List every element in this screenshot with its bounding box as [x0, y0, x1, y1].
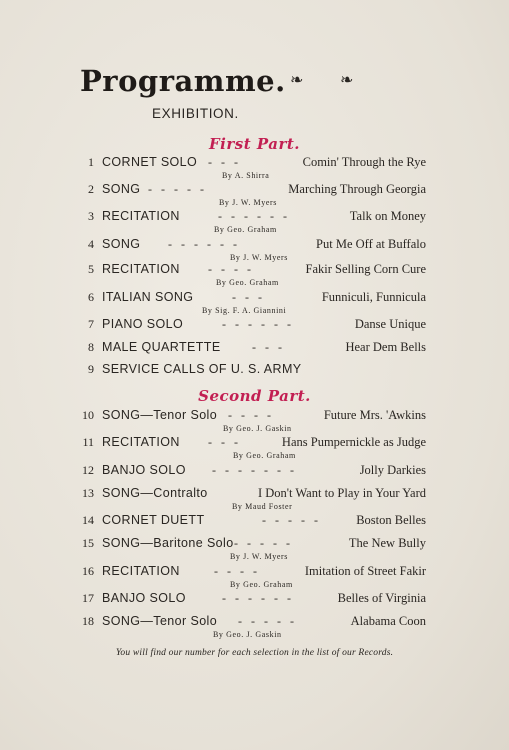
item-number: 13 [82, 486, 94, 500]
item-name: SONG—Tenor Solo [102, 614, 218, 628]
item-title: Marching Through Georgia [288, 182, 426, 196]
item-number: 2 [88, 182, 94, 196]
item-number: 18 [82, 614, 94, 628]
item-title: Imitation of Street Fakir [304, 564, 426, 578]
item-number: 7 [88, 317, 94, 331]
item-number: 17 [82, 591, 94, 605]
item-title: Belles of Virginia [337, 591, 426, 605]
item-number: 1 [88, 155, 94, 169]
leaf-ornament-icon: ❧ [290, 72, 304, 89]
item-title: Boston Belles [356, 513, 426, 527]
item-title: Hans Pumpernickle as Judge [281, 435, 426, 449]
leader-dashes: - - - - - [234, 536, 290, 550]
item-title: I Don't Want to Play in Your Yard [257, 486, 426, 500]
programme-item [0, 155, 509, 185]
leader-dashes: - - - [232, 290, 262, 304]
programme-item [0, 290, 509, 320]
item-number: 4 [88, 237, 94, 251]
leader-dashes: - - - [208, 155, 238, 169]
item-number: 10 [82, 408, 94, 422]
item-performer: By Geo. Graham [233, 451, 296, 460]
item-name: ITALIAN SONG [102, 290, 194, 304]
item-number: 6 [88, 290, 94, 304]
leaf-ornament-icon: ❧ [340, 72, 354, 89]
leader-dashes: - - - [208, 435, 238, 449]
leader-dashes: - - - - - - [222, 317, 291, 331]
item-name: BANJO SOLO [102, 463, 186, 477]
leader-dashes: - - - - - [148, 182, 204, 196]
item-title: Jolly Darkies [359, 463, 426, 477]
item-name: CORNET SOLO [102, 155, 198, 169]
item-title: Put Me Off at Buffalo [316, 237, 426, 251]
item-performer: By Geo. Graham [216, 278, 279, 287]
item-name: CORNET DUETT [102, 513, 205, 527]
item-title: Danse Unique [354, 317, 426, 331]
item-title: Comin' Through the Rye [302, 155, 426, 169]
item-name: SONG—Tenor Solo [102, 408, 218, 422]
leader-dashes: - - - - - - - [212, 463, 294, 477]
item-name: RECITATION [102, 262, 180, 276]
item-number: 3 [88, 209, 94, 223]
item-name: SONG [102, 182, 141, 196]
programme-item [0, 362, 509, 392]
programme-item [0, 262, 509, 292]
item-performer: By Maud Foster [232, 502, 293, 511]
programme-item [0, 614, 509, 644]
item-title: Fakir Selling Corn Cure [305, 262, 426, 276]
item-number: 5 [88, 262, 94, 276]
item-performer: By Sig. F. A. Giannini [202, 306, 287, 315]
first-part-heading: First Part. [209, 135, 300, 153]
item-title: Talk on Money [349, 209, 426, 223]
item-performer: By A. Shirra [222, 171, 270, 180]
item-title: Hear Dem Bells [345, 340, 426, 354]
item-name: SERVICE CALLS OF U. S. ARMY [102, 362, 302, 376]
second-part-heading: Second Part. [198, 387, 311, 405]
records-footnote: You will find our number for each selection in the list of our Records. [115, 648, 394, 658]
item-performer: By J. W. Myers [219, 198, 277, 207]
leader-dashes: - - - - - - [218, 209, 287, 223]
leader-dashes: - - - - [208, 262, 251, 276]
item-title: The New Bully [348, 536, 426, 550]
item-number: 15 [82, 536, 94, 550]
item-name: RECITATION [102, 209, 180, 223]
item-number: 12 [82, 463, 94, 477]
leader-dashes: - - - - - - [222, 591, 291, 605]
leader-dashes: - - - - - [262, 513, 318, 527]
item-performer: By Geo. J. Gaskin [213, 630, 282, 639]
item-name: SONG [102, 237, 141, 251]
item-title: Funniculi, Funnicula [321, 290, 426, 304]
programme-item [0, 209, 509, 239]
item-performer: By J. W. Myers [230, 253, 288, 262]
item-name: SONG—Baritone Solo [102, 536, 234, 550]
item-title: Future Mrs. 'Awkins [323, 408, 426, 422]
item-name: RECITATION [102, 435, 180, 449]
programme-item [0, 486, 509, 516]
programme-item [0, 536, 509, 566]
item-number: 8 [88, 340, 94, 354]
item-number: 14 [82, 513, 94, 527]
item-number: 16 [82, 564, 94, 578]
item-performer: By Geo. J. Gaskin [223, 424, 292, 433]
programme-item [0, 564, 509, 594]
item-name: RECITATION [102, 564, 180, 578]
programme-item [0, 435, 509, 465]
item-performer: By Geo. Graham [230, 580, 293, 589]
leader-dashes: - - - - [214, 564, 257, 578]
item-name: PIANO SOLO [102, 317, 184, 331]
item-performer: By Geo. Graham [214, 225, 277, 234]
leader-dashes: - - - - [228, 408, 271, 422]
item-performer: By J. W. Myers [230, 552, 288, 561]
item-number: 9 [88, 362, 94, 376]
page-subtitle: EXHIBITION. [152, 106, 239, 121]
leader-dashes: - - - - - [238, 614, 294, 628]
programme-item [0, 408, 509, 438]
item-title: Alabama Coon [350, 614, 426, 628]
item-name: MALE QUARTETTE [102, 340, 221, 354]
item-name: SONG—Contralto [102, 486, 208, 500]
leader-dashes: - - - - - - [168, 237, 237, 251]
leader-dashes: - - - [252, 340, 282, 354]
page-title: Programme. [80, 64, 286, 98]
item-number: 11 [82, 435, 94, 449]
programme-item [0, 182, 509, 212]
item-name: BANJO SOLO [102, 591, 186, 605]
